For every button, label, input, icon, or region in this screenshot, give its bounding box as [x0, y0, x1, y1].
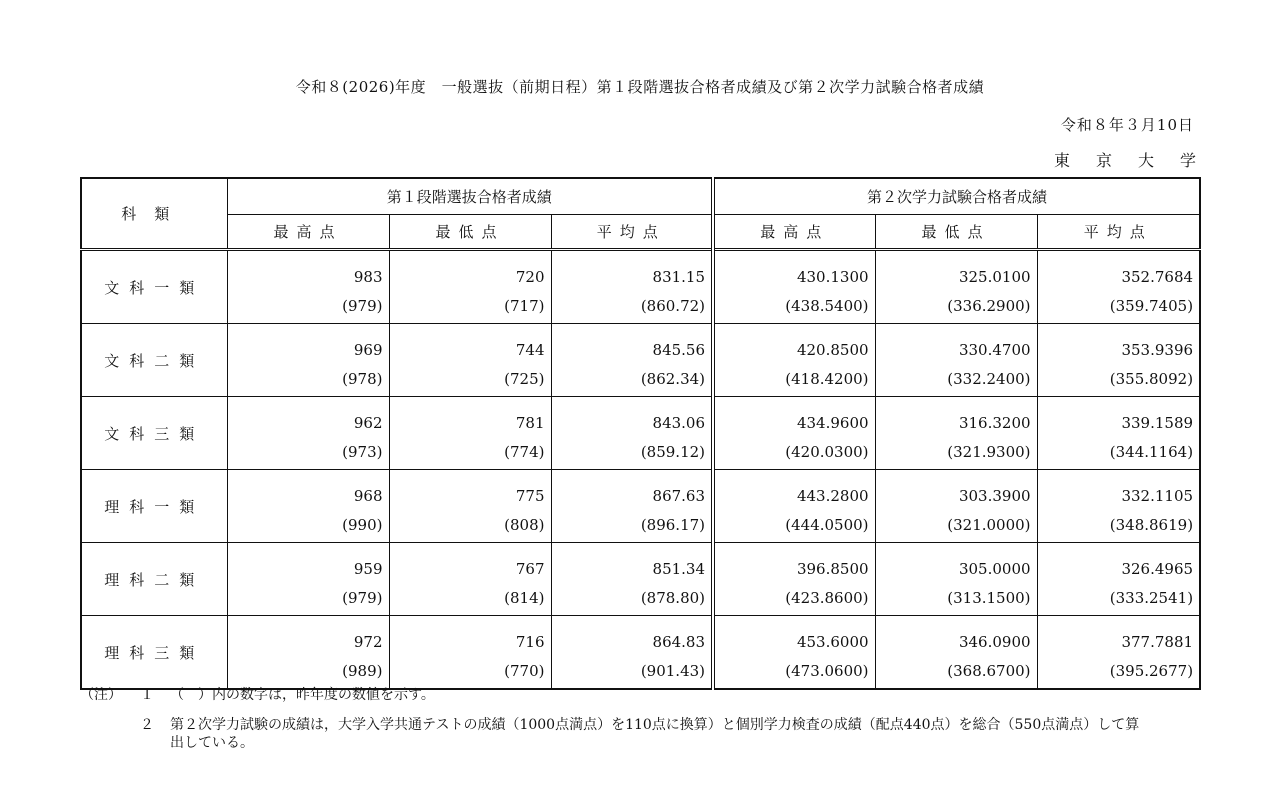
previous-value-cell: (808): [389, 507, 551, 543]
current-value-cell: 851.34: [551, 543, 713, 581]
results-table: [80, 177, 1201, 690]
previous-value-cell: (344.1164): [1037, 434, 1200, 470]
current-value-cell: 420.8500: [713, 324, 875, 362]
note-item: [80, 686, 1150, 704]
current-value-cell: 453.6000: [713, 616, 875, 654]
previous-value-cell: (438.5400): [713, 288, 875, 324]
current-value-cell: 326.4965: [1037, 543, 1200, 581]
current-value-cell: 959: [227, 543, 389, 581]
current-value-cell: 377.7881: [1037, 616, 1200, 654]
current-value-cell: 781: [389, 397, 551, 435]
table-row: [81, 397, 1200, 435]
current-value-cell: 716: [389, 616, 551, 654]
previous-value-cell: (979): [227, 580, 389, 616]
previous-value-cell: (896.17): [551, 507, 713, 543]
table-row: [81, 580, 1200, 616]
note-number: １: [140, 687, 154, 703]
notes-label: （注）: [80, 687, 122, 703]
current-value-cell: 968: [227, 470, 389, 508]
previous-value-cell: (420.0300): [713, 434, 875, 470]
current-value-cell: 831.15: [551, 250, 713, 289]
current-value-cell: 843.06: [551, 397, 713, 435]
category-header: 科類: [81, 178, 227, 250]
previous-value-cell: (313.1500): [875, 580, 1037, 616]
table-row: [81, 434, 1200, 470]
previous-value-cell: (332.2400): [875, 361, 1037, 397]
category-cell: 理科二類: [81, 543, 227, 616]
table-row: [81, 653, 1200, 689]
category-cell: 文科一類: [81, 250, 227, 324]
previous-value-cell: (321.9300): [875, 434, 1037, 470]
previous-value-cell: (333.2541): [1037, 580, 1200, 616]
previous-value-cell: (973): [227, 434, 389, 470]
previous-value-cell: (336.2900): [875, 288, 1037, 324]
subheader-avg: 平均点: [1037, 215, 1200, 250]
current-value-cell: 867.63: [551, 470, 713, 508]
notes: [80, 686, 1150, 752]
previous-value-cell: (859.12): [551, 434, 713, 470]
previous-value-cell: (359.7405): [1037, 288, 1200, 324]
previous-value-cell: (814): [389, 580, 551, 616]
previous-value-cell: (770): [389, 653, 551, 689]
current-value-cell: 305.0000: [875, 543, 1037, 581]
previous-value-cell: (355.8092): [1037, 361, 1200, 397]
table-row: [81, 470, 1200, 508]
previous-value-cell: (321.0000): [875, 507, 1037, 543]
current-value-cell: 353.9396: [1037, 324, 1200, 362]
current-value-cell: 864.83: [551, 616, 713, 654]
previous-value-cell: (989): [227, 653, 389, 689]
current-value-cell: 346.0900: [875, 616, 1037, 654]
current-value-cell: 316.3200: [875, 397, 1037, 435]
current-value-cell: 330.4700: [875, 324, 1037, 362]
category-cell: 文科二類: [81, 324, 227, 397]
subheader-avg: 平均点: [551, 215, 713, 250]
previous-value-cell: (395.2677): [1037, 653, 1200, 689]
table-row: [81, 543, 1200, 581]
table-row: [81, 250, 1200, 289]
note-text: （ ）内の数字は，昨年度の数値を示す。: [170, 687, 435, 703]
current-value-cell: 430.1300: [713, 250, 875, 289]
previous-value-cell: (862.34): [551, 361, 713, 397]
table-row: [81, 361, 1200, 397]
group1-header: 第１段階選抜合格者成績: [227, 178, 713, 215]
previous-value-cell: (368.6700): [875, 653, 1037, 689]
previous-value-cell: (717): [389, 288, 551, 324]
subheader-min: 最低点: [389, 215, 551, 250]
table-row: [81, 288, 1200, 324]
previous-value-cell: (878.80): [551, 580, 713, 616]
previous-value-cell: (725): [389, 361, 551, 397]
current-value-cell: 720: [389, 250, 551, 289]
previous-value-cell: (990): [227, 507, 389, 543]
previous-value-cell: (979): [227, 288, 389, 324]
previous-value-cell: (901.43): [551, 653, 713, 689]
current-value-cell: 969: [227, 324, 389, 362]
table-row: [81, 324, 1200, 362]
current-value-cell: 332.1105: [1037, 470, 1200, 508]
current-value-cell: 434.9600: [713, 397, 875, 435]
current-value-cell: 443.2800: [713, 470, 875, 508]
note-text: 第２次学力試験の成績は，大学入学共通テストの成績（1000点満点）を110点に換算）と個別学力検査の成績（配点440点）を総合（550点満点）して算出している。: [170, 717, 1140, 751]
results-body: [81, 250, 1200, 690]
note-number: ２: [140, 717, 154, 733]
previous-value-cell: (423.8600): [713, 580, 875, 616]
current-value-cell: 396.8500: [713, 543, 875, 581]
current-value-cell: 983: [227, 250, 389, 289]
previous-value-cell: (348.8619): [1037, 507, 1200, 543]
current-value-cell: 352.7684: [1037, 250, 1200, 289]
page-title: 令和８(2026)年度 一般選抜（前期日程）第１段階選抜合格者成績及び第２次学力試験合格者成績: [295, 78, 985, 96]
table-row: [81, 507, 1200, 543]
current-value-cell: 767: [389, 543, 551, 581]
previous-value-cell: (444.0500): [713, 507, 875, 543]
current-value-cell: 303.3900: [875, 470, 1037, 508]
university-name: 東京大学: [1053, 151, 1222, 170]
previous-value-cell: (774): [389, 434, 551, 470]
subheader-min: 最低点: [875, 215, 1037, 250]
issue-date: 令和８年３月10日: [1060, 116, 1194, 134]
current-value-cell: 845.56: [551, 324, 713, 362]
previous-value-cell: (978): [227, 361, 389, 397]
current-value-cell: 339.1589: [1037, 397, 1200, 435]
previous-value-cell: (473.0600): [713, 653, 875, 689]
table-row: [81, 616, 1200, 654]
category-cell: 理科三類: [81, 616, 227, 690]
group2-header: 第２次学力試験合格者成績: [713, 178, 1200, 215]
category-cell: 理科一類: [81, 470, 227, 543]
current-value-cell: 775: [389, 470, 551, 508]
current-value-cell: 972: [227, 616, 389, 654]
current-value-cell: 325.0100: [875, 250, 1037, 289]
category-cell: 文科三類: [81, 397, 227, 470]
previous-value-cell: (418.4200): [713, 361, 875, 397]
current-value-cell: 962: [227, 397, 389, 435]
subheader-max: 最高点: [227, 215, 389, 250]
previous-value-cell: (860.72): [551, 288, 713, 324]
note-item: [80, 716, 1150, 752]
subheader-max: 最高点: [713, 215, 875, 250]
current-value-cell: 744: [389, 324, 551, 362]
